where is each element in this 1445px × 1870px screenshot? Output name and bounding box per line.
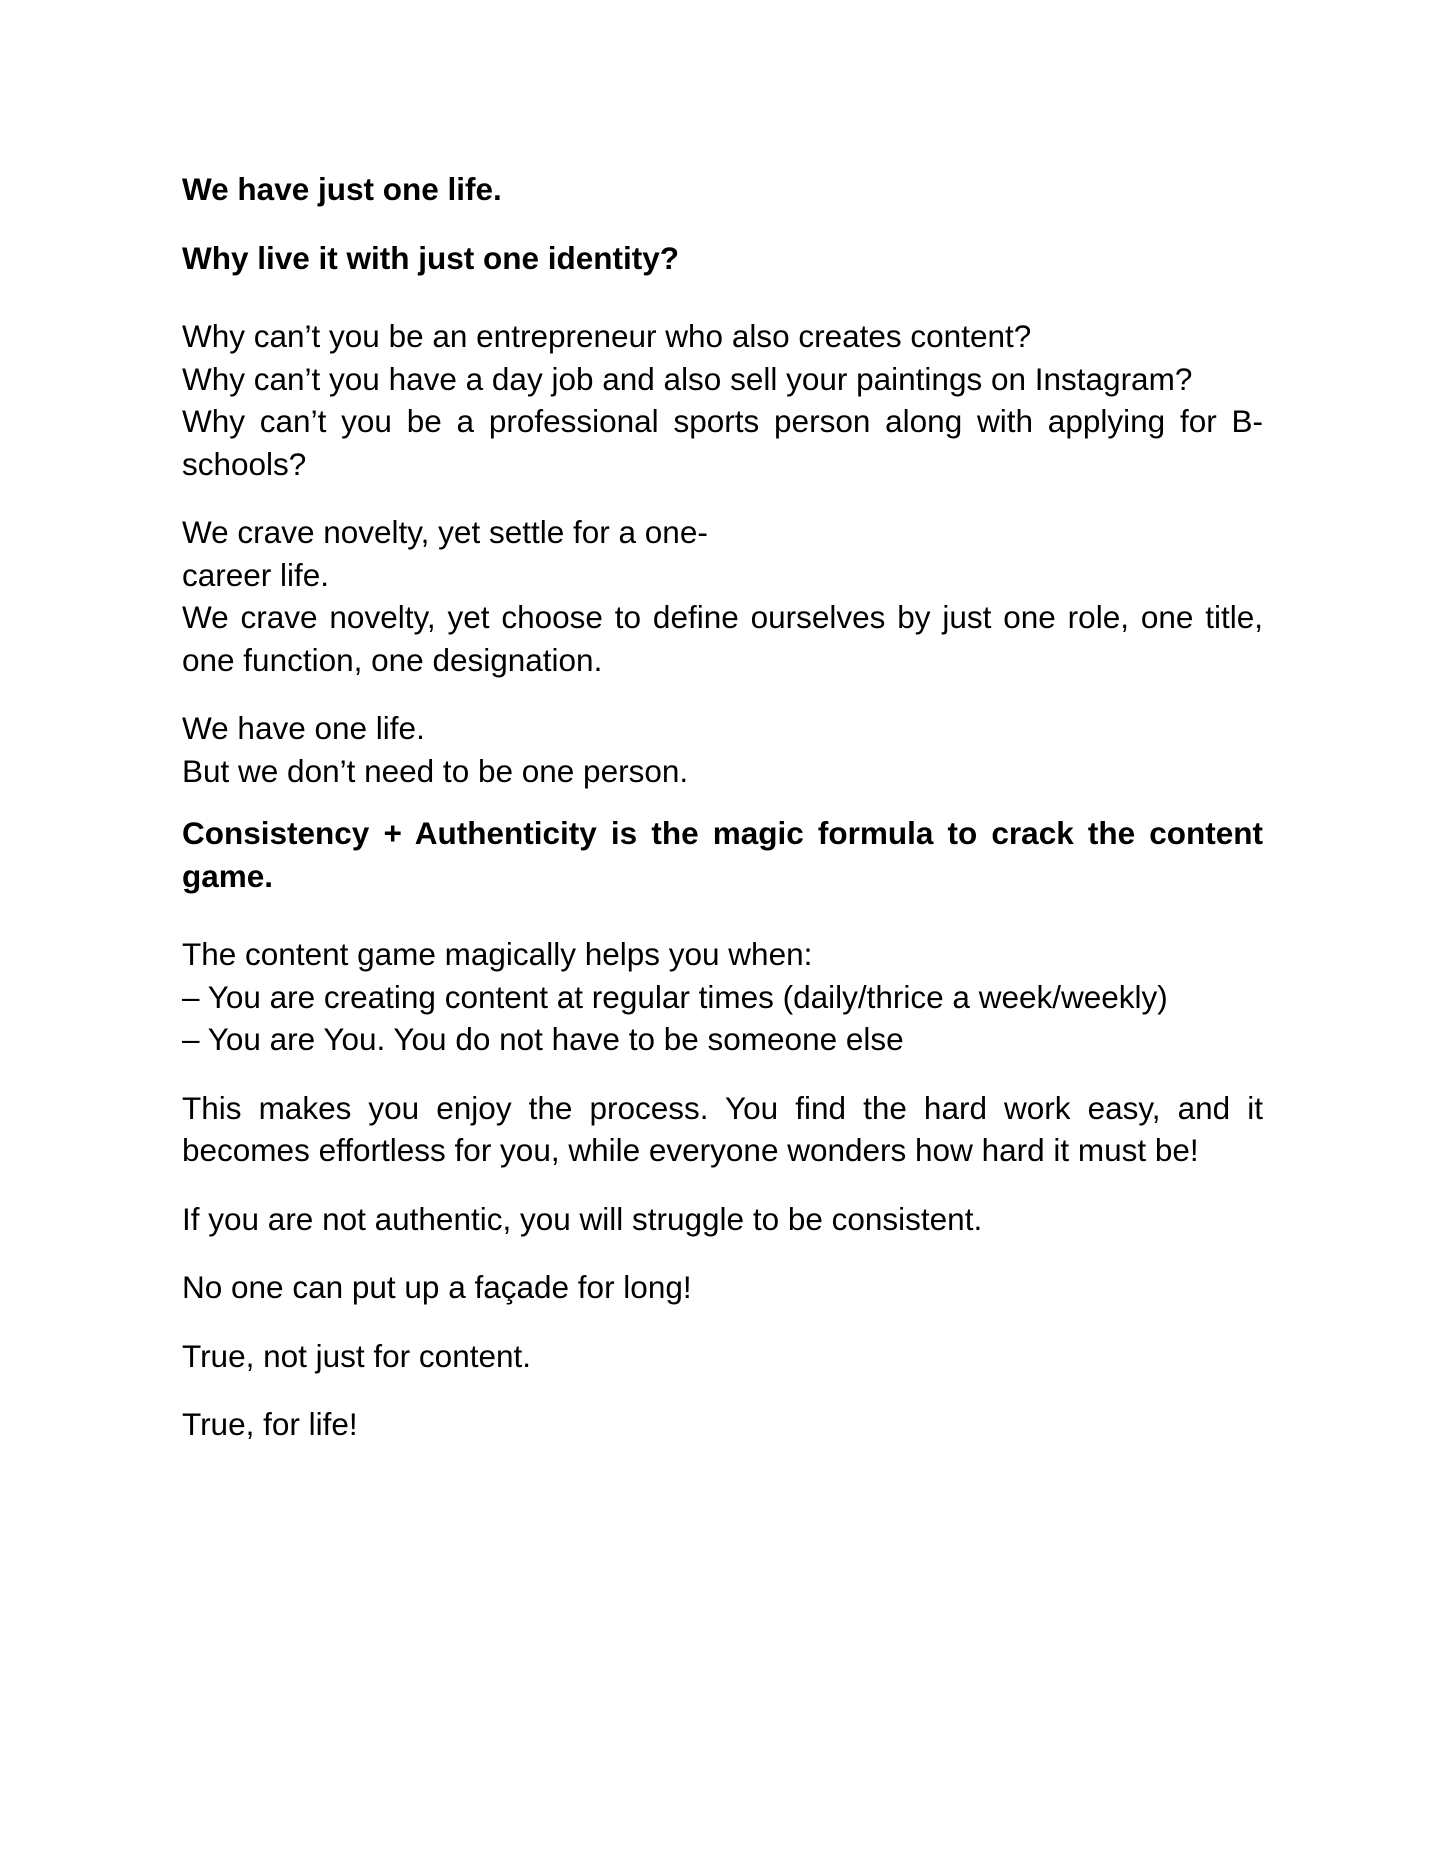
helps-item-regular: – You are creating content at regular times (daily/thrice a week/weekly): [182, 978, 1168, 1015]
enjoy-paragraph: This makes you enjoy the process. You find the hard work easy, and it becomes effortless for you, while everyone wonders how hard it must be!: [182, 1089, 1263, 1168]
questions-block: [182, 315, 1263, 485]
true-content-line: True, not just for content.: [182, 1337, 532, 1374]
true-life-line: True, for life!: [182, 1406, 358, 1442]
facade-line: No one can put up a façade for long!: [182, 1269, 692, 1305]
one-life-line-1: We have one life.: [182, 710, 425, 746]
helps-intro: The content game magically helps you when:: [182, 936, 813, 972]
question-sports: Why can’t you be a professional sports person along with applying for B-schools?: [182, 403, 1263, 482]
heading-one-life: We have just one life.: [182, 171, 502, 207]
question-day-job: Why can’t you have a day job and also sell your paintings on Instagram?: [182, 360, 1193, 397]
formula-heading: Consistency + Authenticity is the magic formula to crack the content game.: [182, 815, 1263, 894]
novelty-line-2: We crave novelty, yet choose to define ourselves by just one role, one title, one function, one designation.: [182, 599, 1263, 678]
heading-one-identity: Why live it with just one identity?: [182, 239, 680, 276]
document-page: [182, 168, 1263, 1446]
novelty-line-1: [182, 511, 1263, 596]
question-entrepreneur: Why can’t you be an entrepreneur who also creates content?: [182, 318, 1032, 354]
helps-item-be-you: – You are You. You do not have to be someone else: [182, 1021, 904, 1057]
authentic-line: If you are not authentic, you will struggle to be consistent.: [182, 1200, 983, 1237]
one-life-line-2: But we don’t need to be one person.: [182, 752, 689, 789]
one-life-block: [182, 707, 1263, 792]
novelty-block: [182, 511, 1263, 681]
helps-block: [182, 933, 1263, 1061]
novelty-line-1b: career life.: [182, 556, 330, 593]
novelty-line-1a: We crave novelty, yet settle for a one-: [182, 514, 708, 550]
